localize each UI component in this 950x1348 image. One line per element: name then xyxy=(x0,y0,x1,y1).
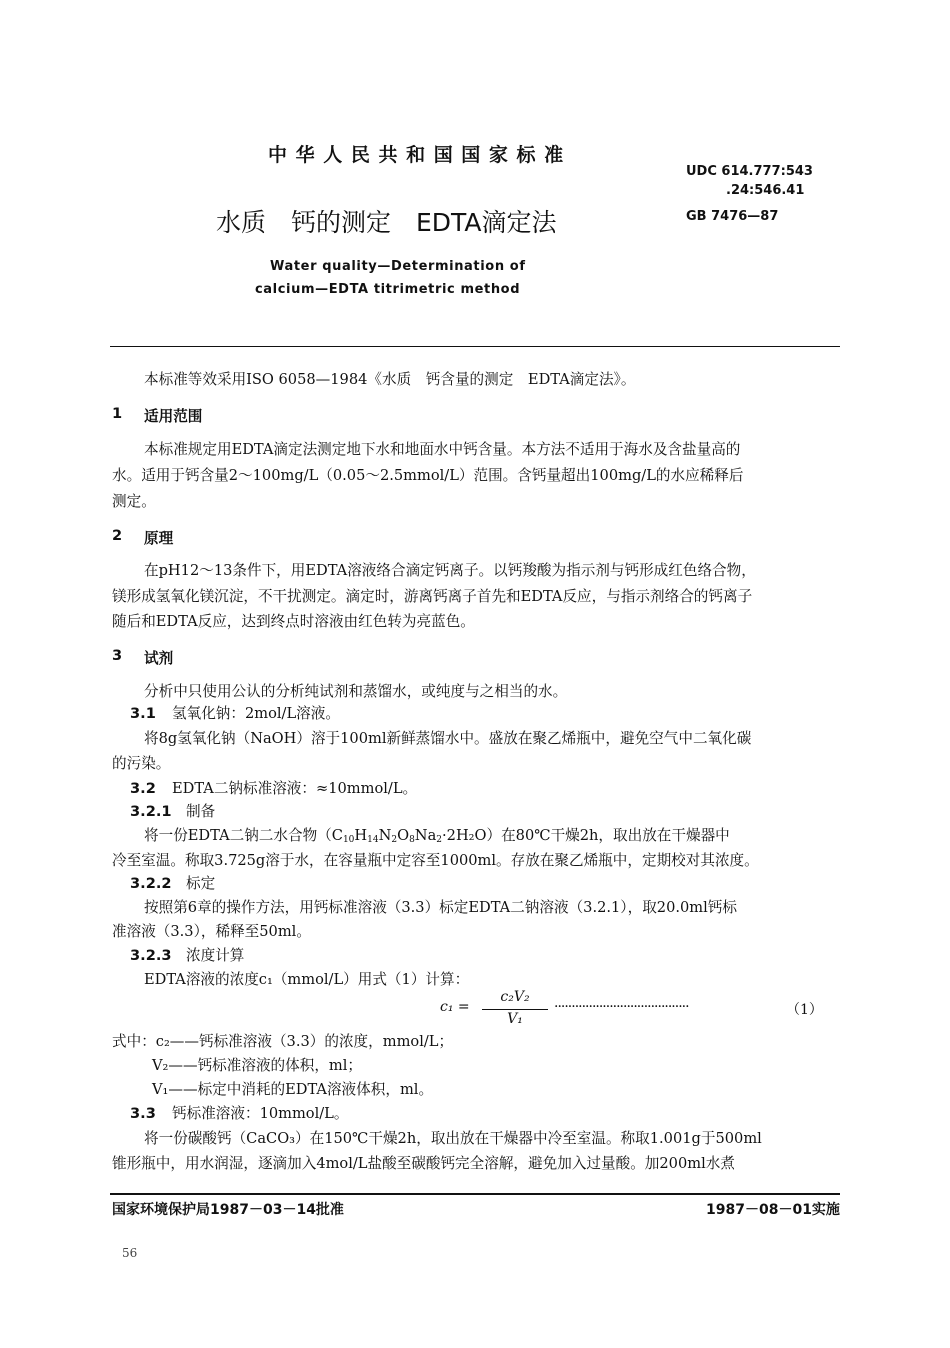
section-3-2-2-line: 准溶液（3.3），稀释至50ml。 xyxy=(112,923,311,940)
section-3-2-3-title: 浓度计算 xyxy=(186,947,245,964)
section-2-line: 在pH12～13条件下，用EDTA溶液络合滴定钙离子。以钙羧酸为指示剂与钙形成红色络合物， xyxy=(144,562,756,579)
section-3-3-line: 将一份碳酸钙（CaCO₃）在150℃干燥2h，取出放在干燥器中冷至室温。称取1.001g于500ml xyxy=(144,1130,762,1147)
section-3-2-2-number: 3.2.2 xyxy=(130,875,172,892)
section-2-line: 镁形成氢氧化镁沉淀，不干扰测定。滴定时，游离钙离子首先和EDTA反应，与指示剂络合的钙离子 xyxy=(112,588,753,605)
formula-lhs: c₁ = xyxy=(440,999,470,1015)
section-3-3-title: 钙标准溶液：10mmol/L。 xyxy=(172,1105,349,1122)
formula-text: Na xyxy=(414,827,437,844)
section-3-2-1-title: 制备 xyxy=(186,803,216,820)
section-3-2-2-title: 标定 xyxy=(186,875,216,892)
subscript: 2 xyxy=(436,835,443,845)
section-3-2-number: 3.2 xyxy=(130,780,156,797)
national-standard-title: 中 华 人 民 共 和 国 国 家 标 准 xyxy=(268,144,565,166)
section-3-1-line: 将8g氢氧化钠（NaOH）溶于100ml新鲜蒸馏水中。盛放在聚乙烯瓶中，避免空气中二氧化碳 xyxy=(144,730,752,747)
where-line-2: V₂——钙标准溶液的体积，ml； xyxy=(152,1057,363,1074)
page-number: 56 xyxy=(122,1246,138,1260)
section-1-line: 水。适用于钙含量2～100mg/L（0.05～2.5mmol/L）范围。含钙量超出100mg/L的水应稀释后 xyxy=(112,467,744,484)
section-3-2-1-number: 3.2.1 xyxy=(130,803,172,820)
formula-label: （1） xyxy=(786,1002,823,1018)
header-divider xyxy=(110,346,840,347)
section-1-line: 本标准规定用EDTA滴定法测定地下水和地面水中钙含量。本方法不适用于海水及含盐量高的 xyxy=(144,441,741,458)
section-3-line: 分析中只使用公认的分析纯试剂和蒸馏水，或纯度与之相当的水。 xyxy=(144,683,568,700)
section-3-2-title: EDTA二钠标准溶液：≈10mmol/L。 xyxy=(172,780,418,797)
where-line-3: V₁——标定中消耗的EDTA溶液体积，ml。 xyxy=(152,1081,434,1098)
formula-fraction-bar xyxy=(482,1009,548,1010)
formula-text: ·2H₂O）在80℃干燥2h，取出放在干燥器中 xyxy=(442,827,730,844)
section-3-2-3-line: EDTA溶液的浓度c₁（mmol/L）用式（1）计算： xyxy=(144,971,470,988)
formula-text: O xyxy=(397,827,410,844)
subscript: 2 xyxy=(391,835,398,845)
subscript: 14 xyxy=(367,835,379,845)
section-1-title: 适用范围 xyxy=(144,408,203,425)
formula-leader-dots: ······································· xyxy=(554,999,689,1015)
footer-divider xyxy=(110,1193,840,1195)
udc-line-1: UDC 614.777:543 xyxy=(686,164,813,179)
section-2-title: 原理 xyxy=(144,530,174,547)
section-2-number: 2 xyxy=(112,527,123,544)
document-title-en-1: Water quality—Determination of xyxy=(270,259,526,274)
section-3-1-title: 氢氧化钠：2mol/L溶液。 xyxy=(172,705,340,722)
section-3-2-1-line-2: 冷至室温。称取3.725g溶于水，在容量瓶中定容至1000ml。存放在聚乙烯瓶中，定期校对其浓度。 xyxy=(112,852,759,869)
section-1-line: 测定。 xyxy=(112,493,156,510)
formula-numerator: c₂V₂ xyxy=(500,989,530,1005)
section-3-3-line: 锥形瓶中，用水润湿，逐滴加入4mol/L盐酸至碳酸钙完全溶解，避免加入过量酸。加200ml水煮 xyxy=(112,1155,735,1172)
document-title-en-2: calcium—EDTA titrimetric method xyxy=(255,282,521,297)
udc-line-2: .24:546.41 xyxy=(726,183,805,198)
section-3-2-3-number: 3.2.3 xyxy=(130,947,172,964)
section-3-number: 3 xyxy=(112,647,123,664)
gb-number: GB 7476—87 xyxy=(686,209,779,224)
formula-text: H xyxy=(354,827,368,844)
formula-text: 将一份EDTA二钠二水合物（C xyxy=(144,827,343,844)
section-2-line: 随后和EDTA反应，达到终点时溶液由红色转为亮蓝色。 xyxy=(112,613,475,630)
formula-denominator: V₁ xyxy=(507,1011,523,1027)
intro-paragraph: 本标准等效采用ISO 6058—1984《水质 钙含量的测定 EDTA滴定法》。 xyxy=(144,371,636,388)
effective-date: 1987－08－01实施 xyxy=(706,1202,840,1218)
subscript: 10 xyxy=(342,835,355,845)
where-line-1: 式中：c₂——钙标准溶液（3.3）的浓度，mmol/L； xyxy=(112,1033,454,1050)
section-3-1-number: 3.1 xyxy=(130,705,156,722)
section-3-3-number: 3.3 xyxy=(130,1105,156,1122)
formula-text: N xyxy=(378,827,392,844)
document-title-cn: 水质 钙的测定 EDTA滴定法 xyxy=(216,208,557,237)
approval-note: 国家环境保护局1987－03－14批准 xyxy=(112,1202,344,1218)
section-1-number: 1 xyxy=(112,405,123,422)
section-3-1-line: 的污染。 xyxy=(112,755,171,772)
subscript: 8 xyxy=(409,835,415,845)
section-3-title: 试剂 xyxy=(144,650,174,667)
section-3-2-2-line: 按照第6章的操作方法，用钙标准溶液（3.3）标定EDTA二钠溶液（3.2.1），取20.0ml钙标 xyxy=(144,899,737,916)
